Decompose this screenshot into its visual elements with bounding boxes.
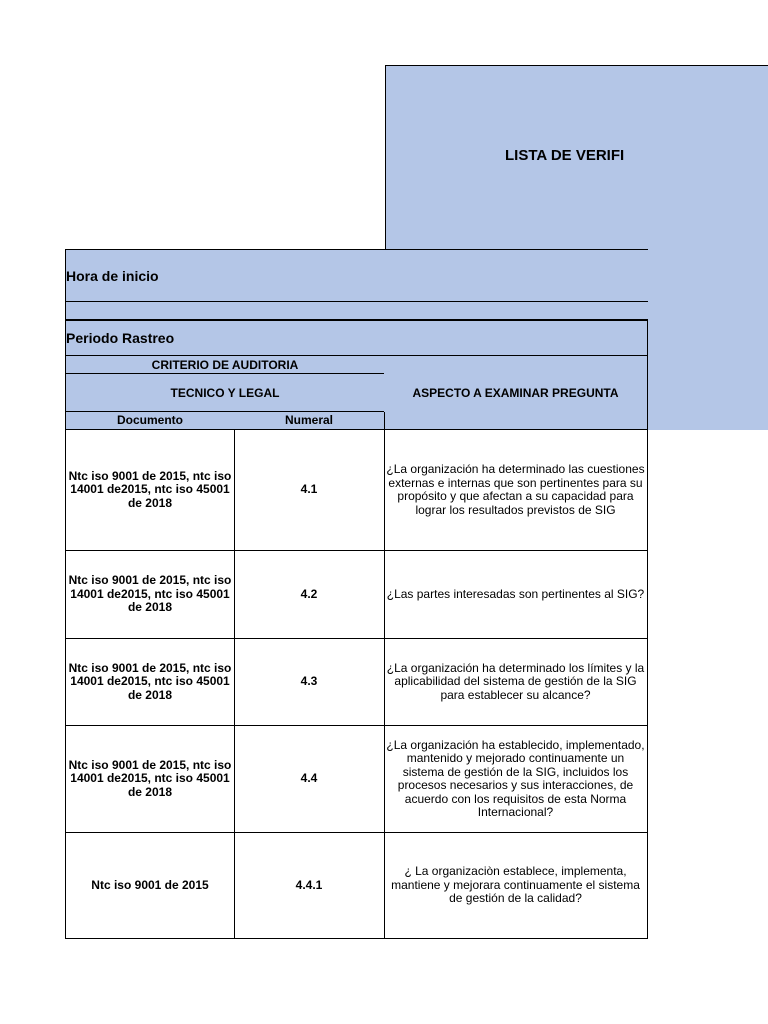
page-title: LISTA DE VERIFI (505, 147, 625, 164)
numeral-cell: 4.3 (234, 639, 385, 726)
spacer-row (65, 302, 648, 320)
pregunta-cell: ¿La organización ha determinado los límites y la aplicabilidad del sistema de gestión de la SIG para establecer su alcance? (384, 639, 648, 726)
pregunta-cell: ¿La organización ha establecido, implementado, mantenido y mejorado continuamente un sistema de gestión de la SIG, incluidos los procesos necesarios y sus interacciones, de acuerdo con los requisitos de esta Norma Internacional? (384, 726, 648, 833)
numeral-cell: 4.1 (234, 430, 385, 551)
numeral-cell: 4.4.1 (234, 833, 385, 939)
numeral-cell: 4.2 (234, 551, 385, 639)
periodo-label: Periodo Rastreo (66, 330, 175, 346)
documento-header: Documento (65, 412, 235, 430)
aspecto-header: ASPECTO A EXAMINAR PREGUNTA (384, 356, 648, 430)
tecnico-header: TECNICO Y LEGAL (65, 374, 385, 412)
documento-cell: Ntc iso 9001 de 2015, ntc iso 14001 de2015, ntc iso 45001 de 2018 (65, 726, 235, 833)
pregunta-cell: ¿ La organizaciòn establece, implementa, mantiene y mejorara continuamente el sistema de gestión de la calidad? (384, 833, 648, 939)
periodo-value-cell (384, 320, 648, 356)
header-fill (648, 250, 768, 430)
criterio-header: CRITERIO DE AUDITORIA (65, 356, 385, 374)
pregunta-cell: ¿La organización ha determinado las cuestiones externas e internas que son pertinentes para su propósito y que afectan a su capacidad para lograr los resultados previstos de SIG (384, 430, 648, 551)
documento-cell: Ntc iso 9001 de 2015, ntc iso 14001 de2015, ntc iso 45001 de 2018 (65, 430, 235, 551)
numeral-cell: 4.4 (234, 726, 385, 833)
documento-cell: Ntc iso 9001 de 2015, ntc iso 14001 de2015, ntc iso 45001 de 2018 (65, 551, 235, 639)
pregunta-cell: ¿Las partes interesadas son pertinentes al SIG? (384, 551, 648, 639)
numeral-header: Numeral (234, 412, 385, 430)
hora-label: Hora de inicio (66, 268, 159, 284)
documento-cell: Ntc iso 9001 de 2015, ntc iso 14001 de2015, ntc iso 45001 de 2018 (65, 639, 235, 726)
documento-cell: Ntc iso 9001 de 2015 (65, 833, 235, 939)
